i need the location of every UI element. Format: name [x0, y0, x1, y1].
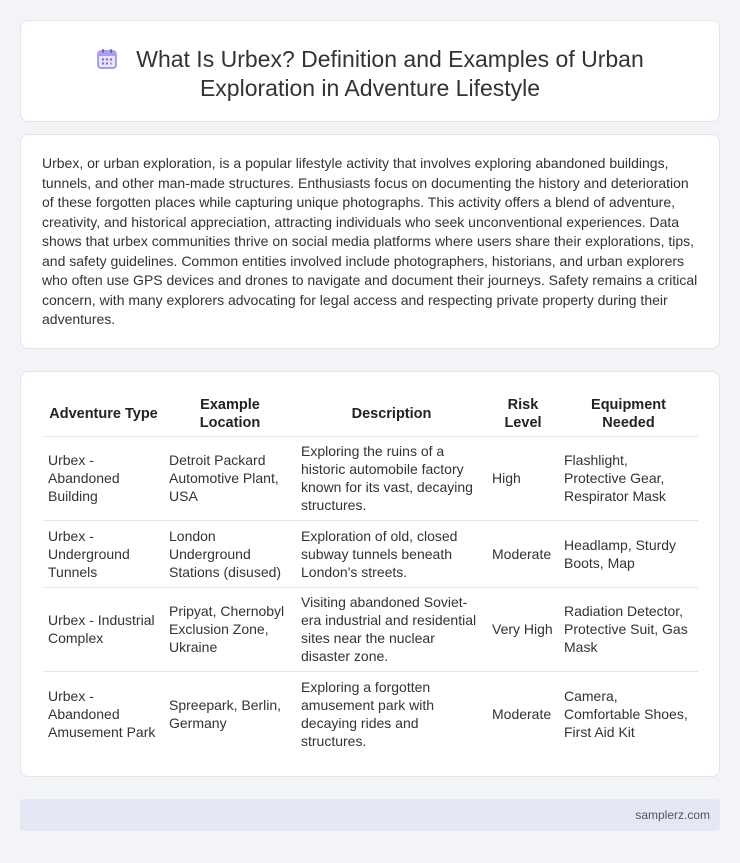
- table-card: [20, 371, 720, 777]
- cell-example-location: London Underground Stations (disused): [164, 520, 296, 587]
- cell-risk-level: Moderate: [487, 520, 559, 587]
- header-example-location: Example Location: [199, 396, 261, 431]
- cell-description: Exploring the ruins of a historic automobile factory known for its vast, decaying structures.: [296, 436, 487, 520]
- table-row: [43, 436, 698, 520]
- cell-adventure-type: Urbex - Abandoned Amusement Park: [43, 671, 164, 757]
- cell-example-location: Detroit Packard Automotive Plant, USA: [164, 436, 296, 520]
- cell-description: Exploration of old, closed subway tunnels beneath London's streets.: [296, 520, 487, 587]
- cell-risk-level: High: [487, 436, 559, 520]
- title-card: [20, 20, 720, 122]
- cell-description: Exploring a forgotten amusement park with decaying rides and structures.: [296, 671, 487, 757]
- table-header-row: [43, 392, 698, 436]
- cell-equipment-needed: Camera, Comfortable Shoes, First Aid Kit: [559, 671, 698, 757]
- intro-paragraph: Urbex, or urban exploration, is a popular lifestyle activity that involves exploring abandoned buildings, tunnels, and other man-made structures. Enthusiasts focus on documenting the history and deterioration of these forgotten places while capturing unique photographs. This activity offers a blend of adventure, creativity, and historical appreciation, attracting individuals who seek unconventional experiences. Data shows that urbex communities thrive on social media platforms where users share their explorations, tips, and safety guidelines. Common entities involved include photographers, historians, and urban explorers who often use GPS devices and drones to navigate and document their journeys. Safety remains a critical concern, with many explorers advocating for legal access and respecting private property during their adventures.: [42, 155, 698, 327]
- cell-equipment-needed: Headlamp, Sturdy Boots, Map: [559, 520, 698, 587]
- footer-bar: [20, 799, 720, 831]
- cell-risk-level: Very High: [487, 587, 559, 671]
- cell-example-location: Pripyat, Chernobyl Exclusion Zone, Ukraine: [164, 587, 296, 671]
- adventure-table: [43, 392, 698, 757]
- cell-adventure-type: Urbex - Abandoned Building: [43, 436, 164, 520]
- intro-card: [20, 134, 720, 349]
- table-row: [43, 587, 698, 671]
- cell-description: Visiting abandoned Soviet-era industrial and residential sites near the nuclear disaster zone.: [296, 587, 487, 671]
- cell-adventure-type: Urbex - Industrial Complex: [43, 587, 164, 671]
- table-row: [43, 671, 698, 757]
- cell-equipment-needed: Radiation Detector, Protective Suit, Gas Mask: [559, 587, 698, 671]
- table-row: [43, 520, 698, 587]
- page-title-wrap: [21, 45, 719, 103]
- footer-site-link[interactable]: samplerz.com: [635, 808, 710, 822]
- cell-adventure-type: Urbex - Underground Tunnels: [43, 520, 164, 587]
- cell-equipment-needed: Flashlight, Protective Gear, Respirator Mask: [559, 436, 698, 520]
- header-description: Description: [351, 405, 432, 422]
- calendar-icon: [96, 48, 118, 70]
- cell-risk-level: Moderate: [487, 671, 559, 757]
- page-title: What Is Urbex? Definition and Examples of Urban Exploration in Adventure Lifestyle: [136, 46, 644, 101]
- header-risk-level: Risk Level: [504, 396, 542, 431]
- header-adventure-type: Adventure Type: [49, 405, 158, 422]
- header-equipment-needed: Equipment Needed: [591, 396, 666, 431]
- cell-example-location: Spreepark, Berlin, Germany: [164, 671, 296, 757]
